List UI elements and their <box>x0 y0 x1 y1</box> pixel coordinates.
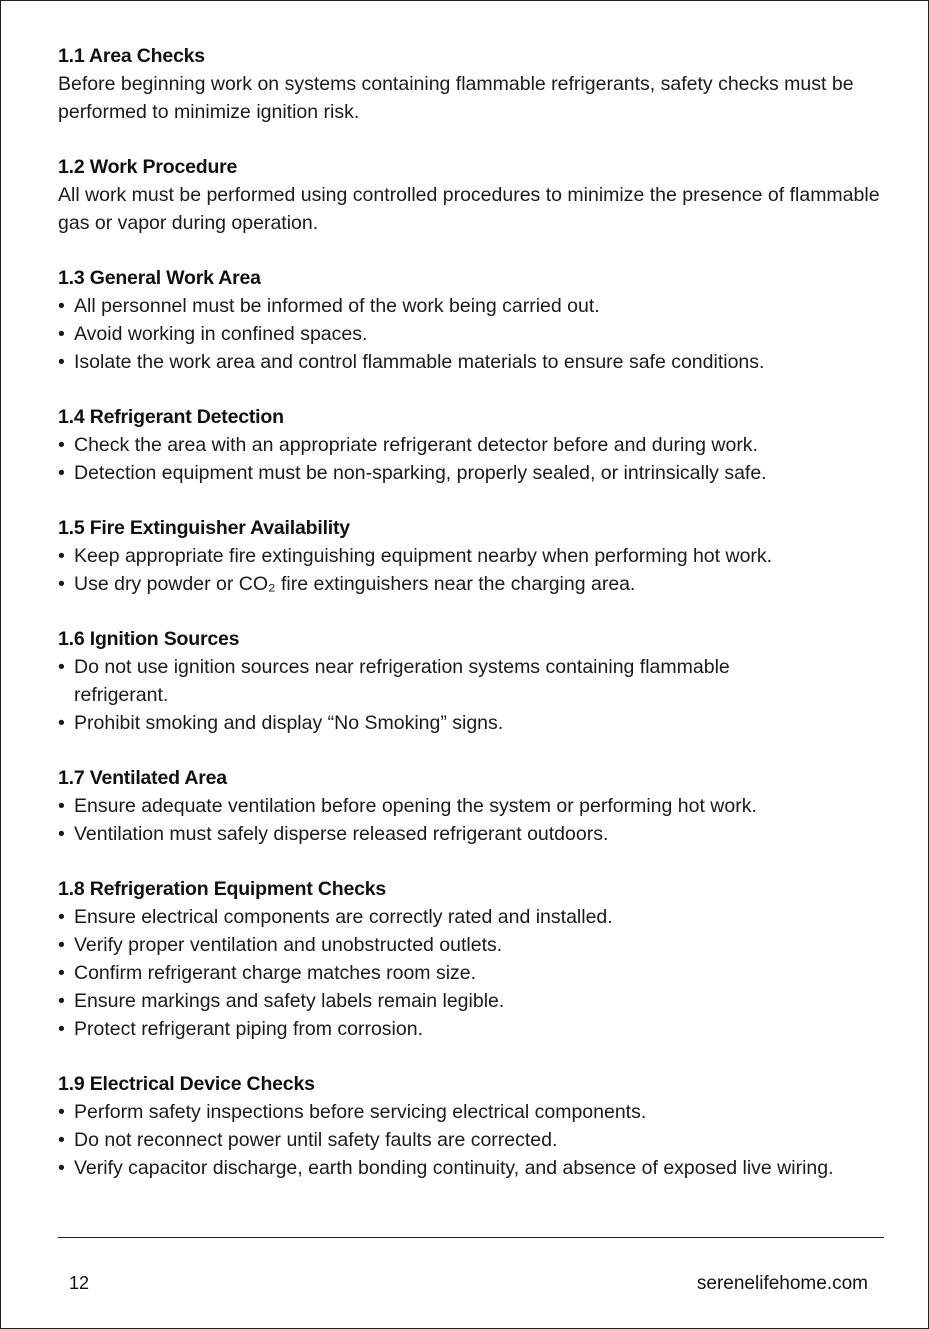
bullet-item: • Detection equipment must be non-sparking, properly sealed, or intrinsically safe. <box>58 459 888 487</box>
section-general-work-area <box>58 264 888 376</box>
section-electrical-device-checks <box>58 1070 888 1182</box>
section-area-checks <box>58 42 888 126</box>
section-ventilated-area <box>58 764 888 848</box>
bullet-item: • Check the area with an appropriate refrigerant detector before and during work. <box>58 431 888 459</box>
bullet-item: • Do not reconnect power until safety faults are corrected. <box>58 1126 888 1154</box>
section-heading: 1.5 Fire Extinguisher Availability <box>58 517 350 539</box>
bullet-item: • All personnel must be informed of the work being carried out. <box>58 292 888 320</box>
website-url: serenelifehome.com <box>696 1273 868 1294</box>
section-paragraph: All work must be performed using controlled procedures to minimize the presence of flammable gas or vapor during operation. <box>58 184 880 234</box>
bullet-item: • Ensure markings and safety labels remain legible. <box>58 987 888 1015</box>
bullet-item: • Confirm refrigerant charge matches room size. <box>58 959 888 987</box>
section-fire-extinguisher <box>58 514 888 598</box>
bullet-item: • Ensure electrical components are correctly rated and installed. <box>58 903 888 931</box>
bullet-item: • Avoid working in confined spaces. <box>58 320 888 348</box>
section-paragraph: Before beginning work on systems containing flammable refrigerants, safety checks must be performed to minimize ignition risk. <box>58 73 854 123</box>
bullet-item: • Verify proper ventilation and unobstructed outlets. <box>58 931 888 959</box>
section-heading: 1.3 General Work Area <box>58 267 261 289</box>
bullet-item: • Protect refrigerant piping from corrosion. <box>58 1015 888 1043</box>
bullet-item: • Verify capacitor discharge, earth bonding continuity, and absence of exposed live wiring. <box>58 1154 888 1182</box>
section-refrigerant-detection <box>58 403 888 487</box>
section-heading: 1.1 Area Checks <box>58 45 205 67</box>
section-work-procedure <box>58 153 888 237</box>
footer-divider <box>58 1237 884 1238</box>
bullet-item: • Do not use ignition sources near refrigeration systems containing flammable refrigerant. <box>58 653 888 709</box>
section-heading: 1.6 Ignition Sources <box>58 628 240 650</box>
section-heading: 1.2 Work Procedure <box>58 156 238 178</box>
section-heading: 1.9 Electrical Device Checks <box>58 1073 315 1095</box>
section-heading: 1.8 Refrigeration Equipment Checks <box>58 878 387 900</box>
bullet-item: • Prohibit smoking and display “No Smoking” signs. <box>58 709 888 737</box>
bullet-item: • Ensure adequate ventilation before opening the system or performing hot work. <box>58 792 888 820</box>
page-number: 12 <box>69 1273 90 1293</box>
bullet-item: • Ventilation must safely disperse released refrigerant outdoors. <box>58 820 888 848</box>
bullet-item: • Use dry powder or CO₂ fire extinguishers near the charging area. <box>58 570 888 598</box>
bullet-item: • Isolate the work area and control flammable materials to ensure safe conditions. <box>58 348 888 376</box>
section-heading: 1.4 Refrigerant Detection <box>58 406 284 428</box>
bullet-item: • Perform safety inspections before servicing electrical components. <box>58 1098 888 1126</box>
content-area <box>58 42 888 1209</box>
section-equipment-checks <box>58 875 888 1043</box>
bullet-item: • Keep appropriate fire extinguishing equipment nearby when performing hot work. <box>58 542 888 570</box>
section-heading: 1.7 Ventilated Area <box>58 767 227 789</box>
section-ignition-sources <box>58 625 888 737</box>
